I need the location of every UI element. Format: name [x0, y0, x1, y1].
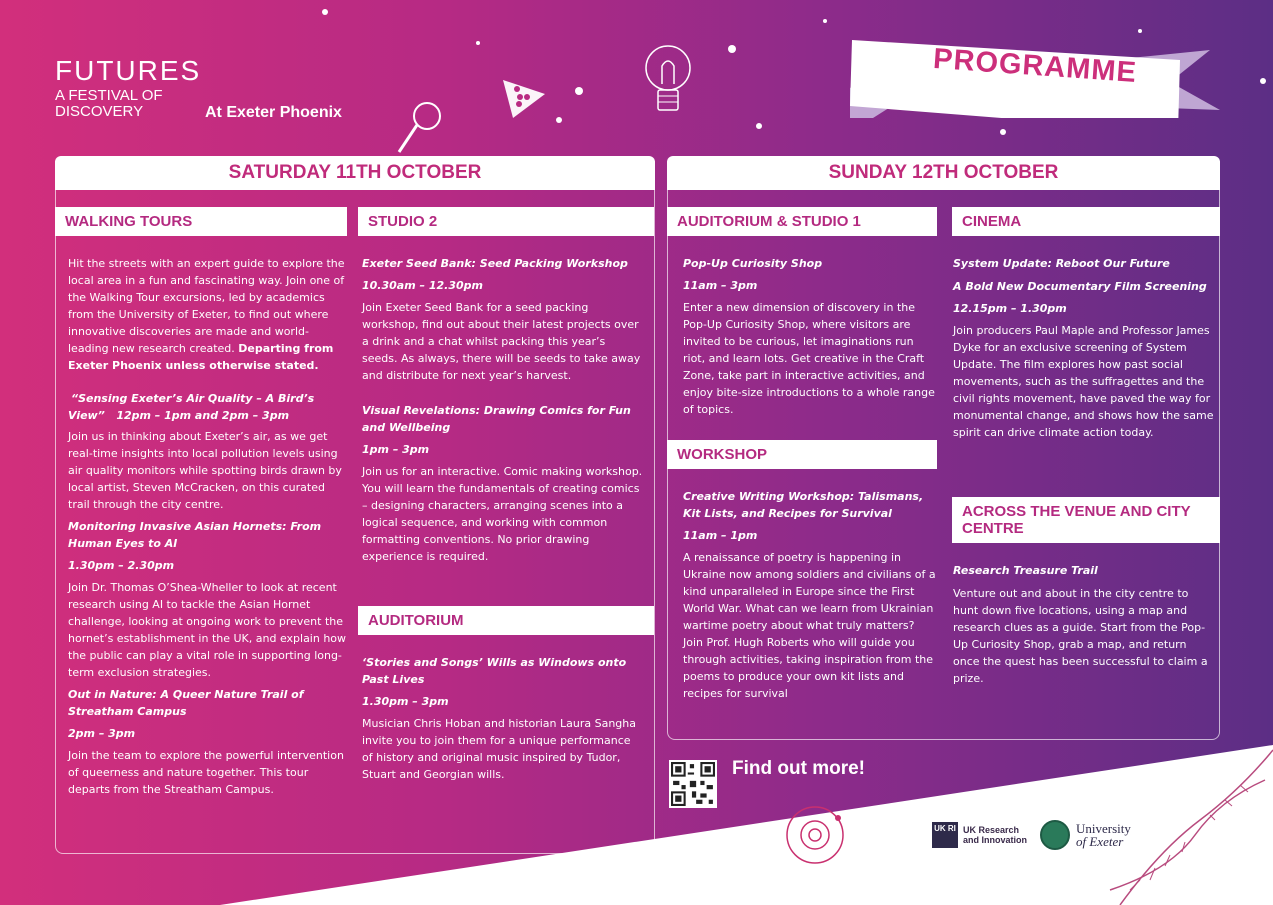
event-title: Visual Revelations: Drawing Comics for Fun and Wellbeing: [362, 404, 631, 434]
brand-subtitle: A FESTIVAL OF DISCOVERY: [55, 87, 163, 120]
event-title: “Sensing Exeter’s Air Quality – A Bird’s View”: [68, 392, 315, 422]
event-title: Pop-Up Curiosity Shop: [683, 257, 823, 270]
event-time: 1.30pm – 2.30pm: [68, 559, 175, 572]
exeter-crest-icon: [1040, 820, 1070, 850]
saturday-header: SATURDAY 11TH OCTOBER: [55, 156, 655, 190]
event-body: Join producers Paul Maple and Professor James Dyke for an exclusive screening of System Update. The film explores how past social movements, such as the suffragettes and the civil rights movement, have paved the way for monumental change, and shows how the same spirit can drive climate action today.: [953, 324, 1214, 439]
event-body: Join Exeter Seed Bank for a seed packing workshop, find out about their latest projects over a drink and a chat whilst packing this year’s seeds. As always, there will be seeds to take away and distribute for next year’s harvest.: [362, 301, 641, 382]
event-time: 11am – 1pm: [683, 529, 758, 542]
event-title: Monitoring Invasive Asian Hornets: From Human Eyes to AI: [68, 520, 322, 550]
event-time: 1.30pm – 3pm: [362, 695, 449, 708]
auditorium-header: AUDITORIUM: [358, 606, 654, 635]
event-body: Join us for an interactive. Comic making workshop. You will learn the fundamentals of creating comics – designing characters, arranging scenes into a logical sequence, and working with common formatting conventions. No prior drawing experience is required.: [362, 465, 643, 563]
ukri-logo-text: UK Research and Innovation: [963, 825, 1027, 845]
studio2-header: STUDIO 2: [358, 207, 654, 236]
workshop-header: WORKSHOP: [667, 440, 937, 469]
programme-title: PROGRAMME: [932, 42, 1138, 90]
across-venue-column: [953, 562, 1215, 692]
walking-intro-bold: Departing from Exeter Phoenix unless otherwise stated.: [68, 342, 334, 372]
event-body: Join Dr. Thomas O’Shea-Wheller to look at recent research using AI to tackle the Asian Hornet challenge, looking at ongoing work to prevent the hornet’s establishment in the UK, and explain how the public can play a vital role in supporting long-term exclusion strategies.: [68, 581, 347, 679]
workshop-column: [683, 488, 937, 707]
event-title: Research Treasure Trail: [953, 564, 1098, 577]
university-of-exeter-logo: [1040, 820, 1131, 850]
event-body: A renaissance of poetry is happening in Ukraine now among soldiers and civilians of a kind unparalleled in Europe since the First World War. What can we learn from Ukrainian wartime poetry about what truly matters? Join Prof. Hugh Roberts who will guide you through activities, taking inspiration from the poems to produce your own kit lists and recipes for survival: [683, 551, 936, 700]
event-body: Enter a new dimension of discovery in the Pop-Up Curiosity Shop, where visitors are invited to be curious, let imaginations run riot, and learn lots. Get creative in the Craft Zone, take part in interactive activities, and enjoy bite-size introductions to a whole range of topics.: [683, 301, 935, 416]
qr-code[interactable]: [669, 760, 717, 808]
across-venue-header: ACROSS THE VENUE AND CITY CENTRE: [952, 497, 1220, 543]
event-time: 12.15pm – 1.30pm: [953, 302, 1067, 315]
event-body: Venture out and about in the city centre to hunt down five locations, using a map and research clues as a guide. Start from the Pop-Up Curiosity Shop, grab a map, and return once the quest has been successful to claim a prize.: [953, 587, 1208, 685]
ukri-logo-mark: UK RI: [932, 822, 958, 848]
event-subtitle: A Bold New Documentary Film Screening: [953, 280, 1207, 293]
event-body: Join the team to explore the powerful intervention of queerness and nature together. This tour departs from the Streatham Campus.: [68, 749, 344, 796]
auditorium-studio1-header: AUDITORIUM & STUDIO 1: [667, 207, 937, 236]
find-out-more-link[interactable]: Find out more!: [732, 758, 865, 779]
event-body: Join us in thinking about Exeter’s air, as we get real-time insights into local pollution levels using air quality monitors while spotting birds drawn by local artist, Steven McCracken, on this curated trail through the city centre.: [68, 430, 342, 511]
cinema-column: [953, 255, 1215, 446]
event-title: Out in Nature: A Queer Nature Trail of Streatham Campus: [68, 688, 304, 718]
venue-label: At Exeter Phoenix: [205, 104, 342, 121]
event-time: 1pm – 3pm: [362, 443, 430, 456]
event-title: ‘Stories and Songs’ Wills as Windows onto Past Lives: [362, 656, 627, 686]
event-time: 12pm – 1pm and 2pm – 3pm: [116, 409, 290, 422]
event-title: System Update: Reboot Our Future: [953, 257, 1170, 270]
orbit-icon: [780, 800, 850, 870]
event-time: 2pm – 3pm: [68, 727, 136, 740]
sunday-header: SUNDAY 12TH OCTOBER: [667, 156, 1220, 190]
event-time: 11am – 3pm: [683, 279, 758, 292]
event-body: Musician Chris Hoban and historian Laura Sangha invite you to join them for a unique performance of history and original music inspired by Tudor, Stuart and Georgian wills.: [362, 717, 636, 781]
brand-title: FUTURES: [55, 55, 202, 86]
cinema-header: CINEMA: [952, 207, 1220, 236]
ukri-logo: [932, 822, 1027, 848]
exeter-logo-line1: University: [1076, 821, 1131, 836]
walking-intro: Hit the streets with an expert guide to explore the local area in a fun and fascinating way. Join one of the Walking Tour excursions, led by academics from the University of Exeter, to find out where innovative discoveries are made and world-leading new research created.: [68, 257, 345, 355]
auditorium-studio1-column: [683, 255, 939, 423]
exeter-logo-line2: of Exeter: [1076, 834, 1124, 849]
event-title: Creative Writing Workshop: Talismans, Kit Lists, and Recipes for Survival: [683, 490, 924, 520]
event-time: 10.30am – 12.30pm: [362, 279, 483, 292]
event-title: Exeter Seed Bank: Seed Packing Workshop: [362, 257, 628, 270]
walking-tours-header: WALKING TOURS: [55, 207, 347, 236]
